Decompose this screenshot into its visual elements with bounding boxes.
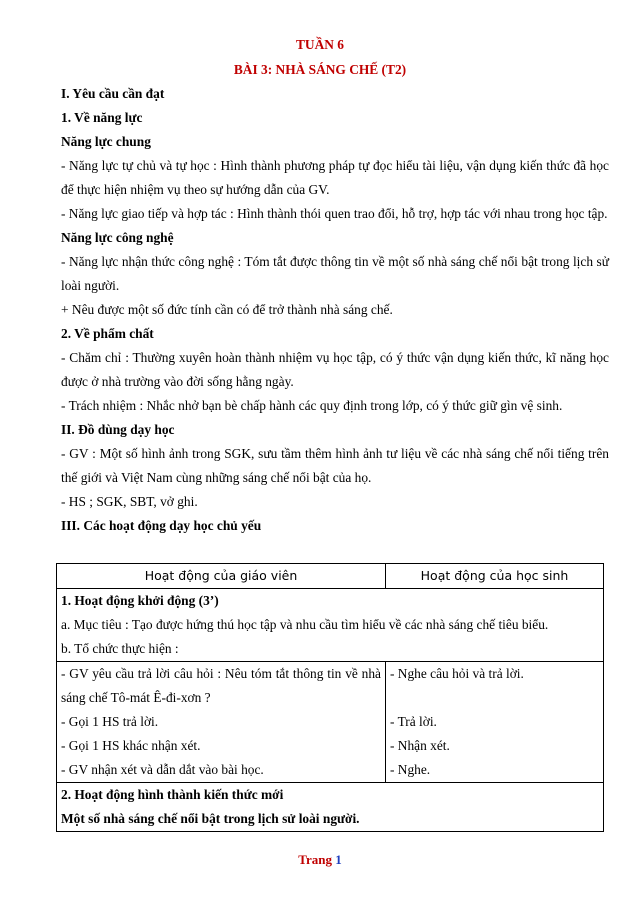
student-activities-cell: [386, 662, 604, 783]
activity-1-title: 1. Hoạt động khởi động (3’): [61, 593, 219, 608]
document-body: [61, 82, 609, 538]
general-competence-item: - Năng lực giao tiếp và hợp tác : Hình thành thói quen trao đổi, hỗ trợ, hợp tác với nhau trong học tập.: [61, 206, 608, 221]
table-row: [57, 783, 604, 832]
activities-table: [56, 563, 604, 832]
teacher-step: - Gọi 1 HS khác nhận xét.: [61, 738, 201, 753]
teacher-step: - Gọi 1 HS trả lời.: [61, 714, 159, 729]
activity-1-goal: a. Mục tiêu : Tạo được hứng thú học tập và nhu cầu tìm hiểu về các nhà sáng chế tiêu biểu.: [61, 617, 549, 632]
page-label: Trang: [298, 852, 332, 867]
page-footer: [0, 848, 640, 872]
materials-student: - HS ; SGK, SBT, vở ghi.: [61, 494, 198, 509]
tech-competence-item: + Nêu được một số đức tính cần có để trở thành nhà sáng chế.: [61, 302, 393, 317]
section-2-title: II. Đồ dùng dạy học: [61, 422, 175, 437]
page-number: 1: [335, 852, 342, 867]
subsection-quality: 2. Về phẩm chất: [61, 326, 154, 341]
general-competence-item: - Năng lực tự chủ và tự học : Hình thành phương pháp tự đọc hiểu tài liệu, vận dụng kiến thức đã học để thực hiện nhiệm vụ theo sự hướng dẫn của GV.: [61, 158, 609, 197]
lesson-title: BÀI 3: NHÀ SÁNG CHẾ (T2): [233, 62, 407, 77]
quality-item: - Chăm chỉ : Thường xuyên hoàn thành nhiệm vụ học tập, có ý thức vận dụng kiến thức, kĩ năng học được ở nhà trường vào đời sống hằng ngày.: [61, 350, 609, 389]
activity-2-subtitle: Một số nhà sáng chế nổi bật trong lịch sử loài người.: [61, 811, 360, 826]
teacher-step: - GV nhận xét và dẫn dắt vào bài học.: [61, 762, 264, 777]
activity-2-title: 2. Hoạt động hình thành kiến thức mới: [61, 787, 284, 802]
week-title: TUẦN 6: [296, 37, 344, 52]
table-header-row: [57, 564, 604, 589]
materials-teacher: - GV : Một số hình ảnh trong SGK, sưu tầm thêm hình ảnh tư liệu về các nhà sáng chế nổi tiếng trên thế giới và Việt Nam cùng những sáng chế nổi bật của họ.: [61, 446, 609, 485]
general-competence-heading: Năng lực chung: [61, 134, 151, 149]
student-step: - Trả lời.: [390, 714, 437, 729]
tech-competence-heading: Năng lực công nghệ: [61, 230, 174, 245]
teacher-column-header: Hoạt động của giáo viên: [57, 564, 386, 589]
tech-competence-item: - Năng lực nhận thức công nghệ : Tóm tắt được thông tin về một số nhà sáng chế nổi bật trong lịch sử loài người.: [61, 254, 609, 293]
table-row: [57, 589, 604, 662]
activity-1-intro: [57, 589, 604, 662]
student-step: - Nghe câu hỏi và trả lời.: [390, 666, 524, 681]
section-1-title: I. Yêu cầu cần đạt: [61, 86, 165, 101]
activity-2-intro: [57, 783, 604, 832]
teacher-step: - GV yêu cầu trả lời câu hỏi : Nêu tóm tắt thông tin về nhà sáng chế Tô-mát Ê-đi-xơn ?: [61, 666, 381, 705]
student-column-header: Hoạt động của học sinh: [386, 564, 604, 589]
student-step: - Nghe.: [390, 762, 431, 777]
table-row: [57, 662, 604, 783]
student-step: - Nhận xét.: [390, 738, 450, 753]
quality-item: - Trách nhiệm : Nhắc nhở bạn bè chấp hành các quy định trong lớp, có ý thức giữ gìn vệ sinh.: [61, 398, 563, 413]
teacher-activities-cell: [57, 662, 386, 783]
activity-1-organization: b. Tổ chức thực hiện :: [61, 641, 179, 656]
section-3-title: III. Các hoạt động dạy học chủ yếu: [61, 518, 262, 533]
subsection-competence: 1. Về năng lực: [61, 110, 143, 125]
